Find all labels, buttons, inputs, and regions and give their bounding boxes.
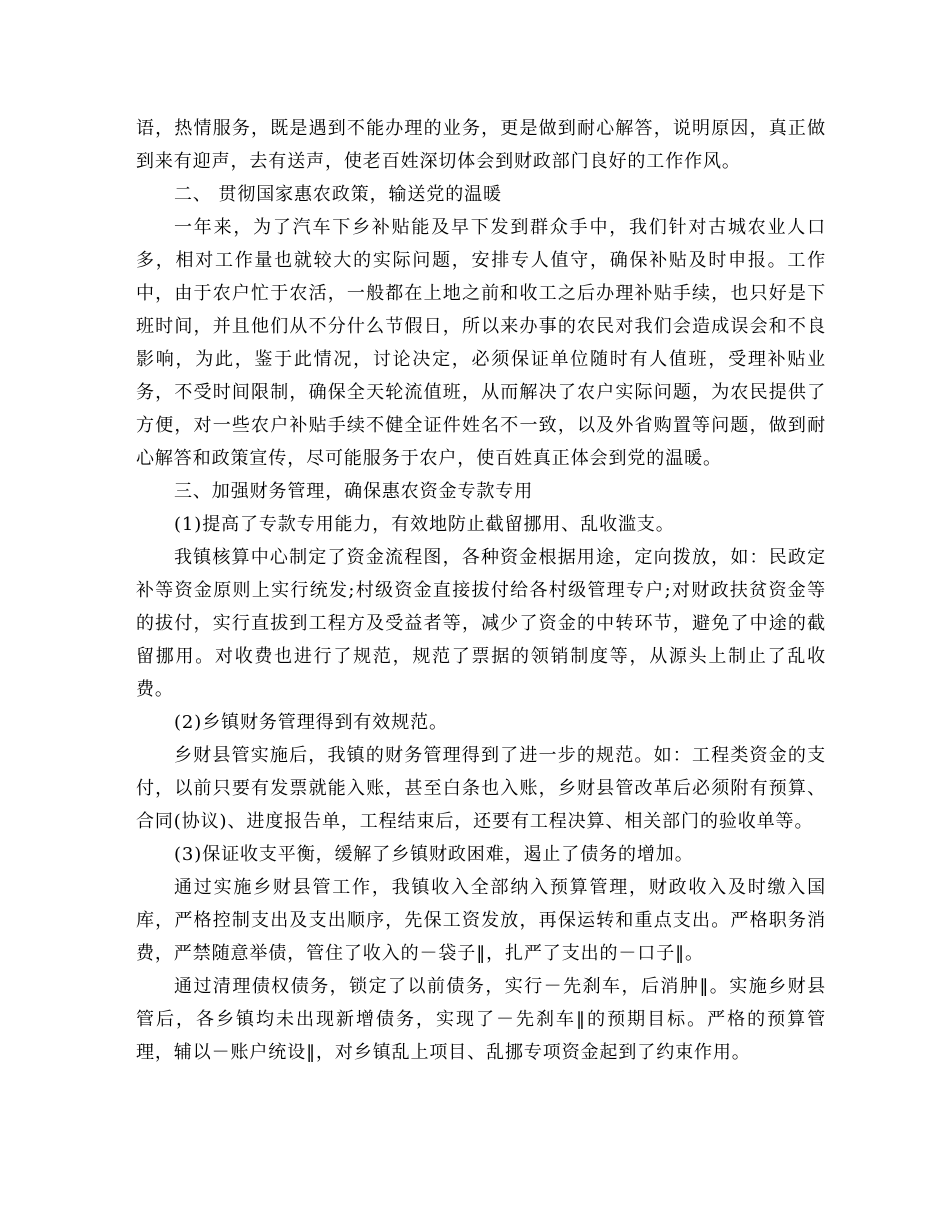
subheading-3: (3)保证收支平衡，缓解了乡镇财政困难，遏止了债务的增加。 bbox=[174, 844, 694, 865]
subheading-2: (2)乡镇财务管理得到有效规范。 bbox=[174, 712, 448, 733]
paragraph-finance-management: 乡财县管实施后，我镇的财务管理得到了进一步的规范。如：工程类资金的支付，以前只要有发票就能入账，甚至白条也入账，乡财县管改革后必须附有预算、合同(协议)、进度报告单，工程结束后，还要有工程决算、相关部门的验收单等。 bbox=[136, 745, 826, 832]
document-body bbox=[136, 112, 826, 1069]
section-heading-3: 三、加强财务管理，确保惠农资金专款专用 bbox=[174, 481, 534, 502]
subheading-1: (1)提高了专款专用能力，有效地防止截留挪用、乱收滥支。 bbox=[174, 514, 675, 535]
section-heading-2: 二、 贯彻国家惠农政策，输送党的温暖 bbox=[174, 184, 502, 205]
paragraph-subsidy: 一年来，为了汽车下乡补贴能及早下发到群众手中，我们针对古城农业人口多，相对工作量也就较大的实际问题，安排专人值守，确保补贴及时申报。工作中，由于农户忙于农活，一般都在上地之前和收工之后办理补贴手续，也只好是下班时间，并且他们从不分什么节假日，所以来办事的农民对我们会造成误会和不良影响，为此，鉴于此情况，讨论决定，必须保证单位随时有人值班，受理补贴业务，不受时间限制，确保全天轮流值班，从而解决了农户实际问题，为农民提供了方便，对一些农户补贴手续不健全证件姓名不一致，以及外省购置等问题，做到耐心解答和政策宣传，尽可能服务于农户，使百姓真正体会到党的温暖。 bbox=[136, 217, 826, 469]
paragraph-debt: 通过清理债权债务，锁定了以前债务，实行－先刹车，后消肿‖。实施乡财县管后，各乡镇均未出现新增债务，实现了－先刹车‖的预期目标。严格的预算管理，辅以－账户统设‖，对乡镇乱上项目、乱挪专项资金起到了约束作用。 bbox=[136, 976, 826, 1063]
paragraph-fund-flow: 我镇核算中心制定了资金流程图，各种资金根据用途，定向拨放，如：民政定补等资金原则上实行统发;村级资金直接拔付给各村级管理专户;对财政扶贫资金等的拔付，实行直拔到工程方及受益者等，减少了资金的中转环节，避免了中途的截留挪用。对收费也进行了规范，规范了票据的领销制度等，从源头上制止了乱收费。 bbox=[136, 547, 826, 700]
paragraph-continued-service: 语，热情服务，既是遇到不能办理的业务，更是做到耐心解答，说明原因，真正做到来有迎声，去有送声，使老百姓深切体会到财政部门良好的工作作风。 bbox=[136, 118, 826, 172]
paragraph-budget: 通过实施乡财县管工作，我镇收入全部纳入预算管理，财政收入及时缴入国库，严格控制支出及支出顺序，先保工资发放，再保运转和重点支出。严格职务消费，严禁随意举债，管住了收入的－袋子‖，扎严了支出的－口子‖。 bbox=[136, 877, 826, 964]
